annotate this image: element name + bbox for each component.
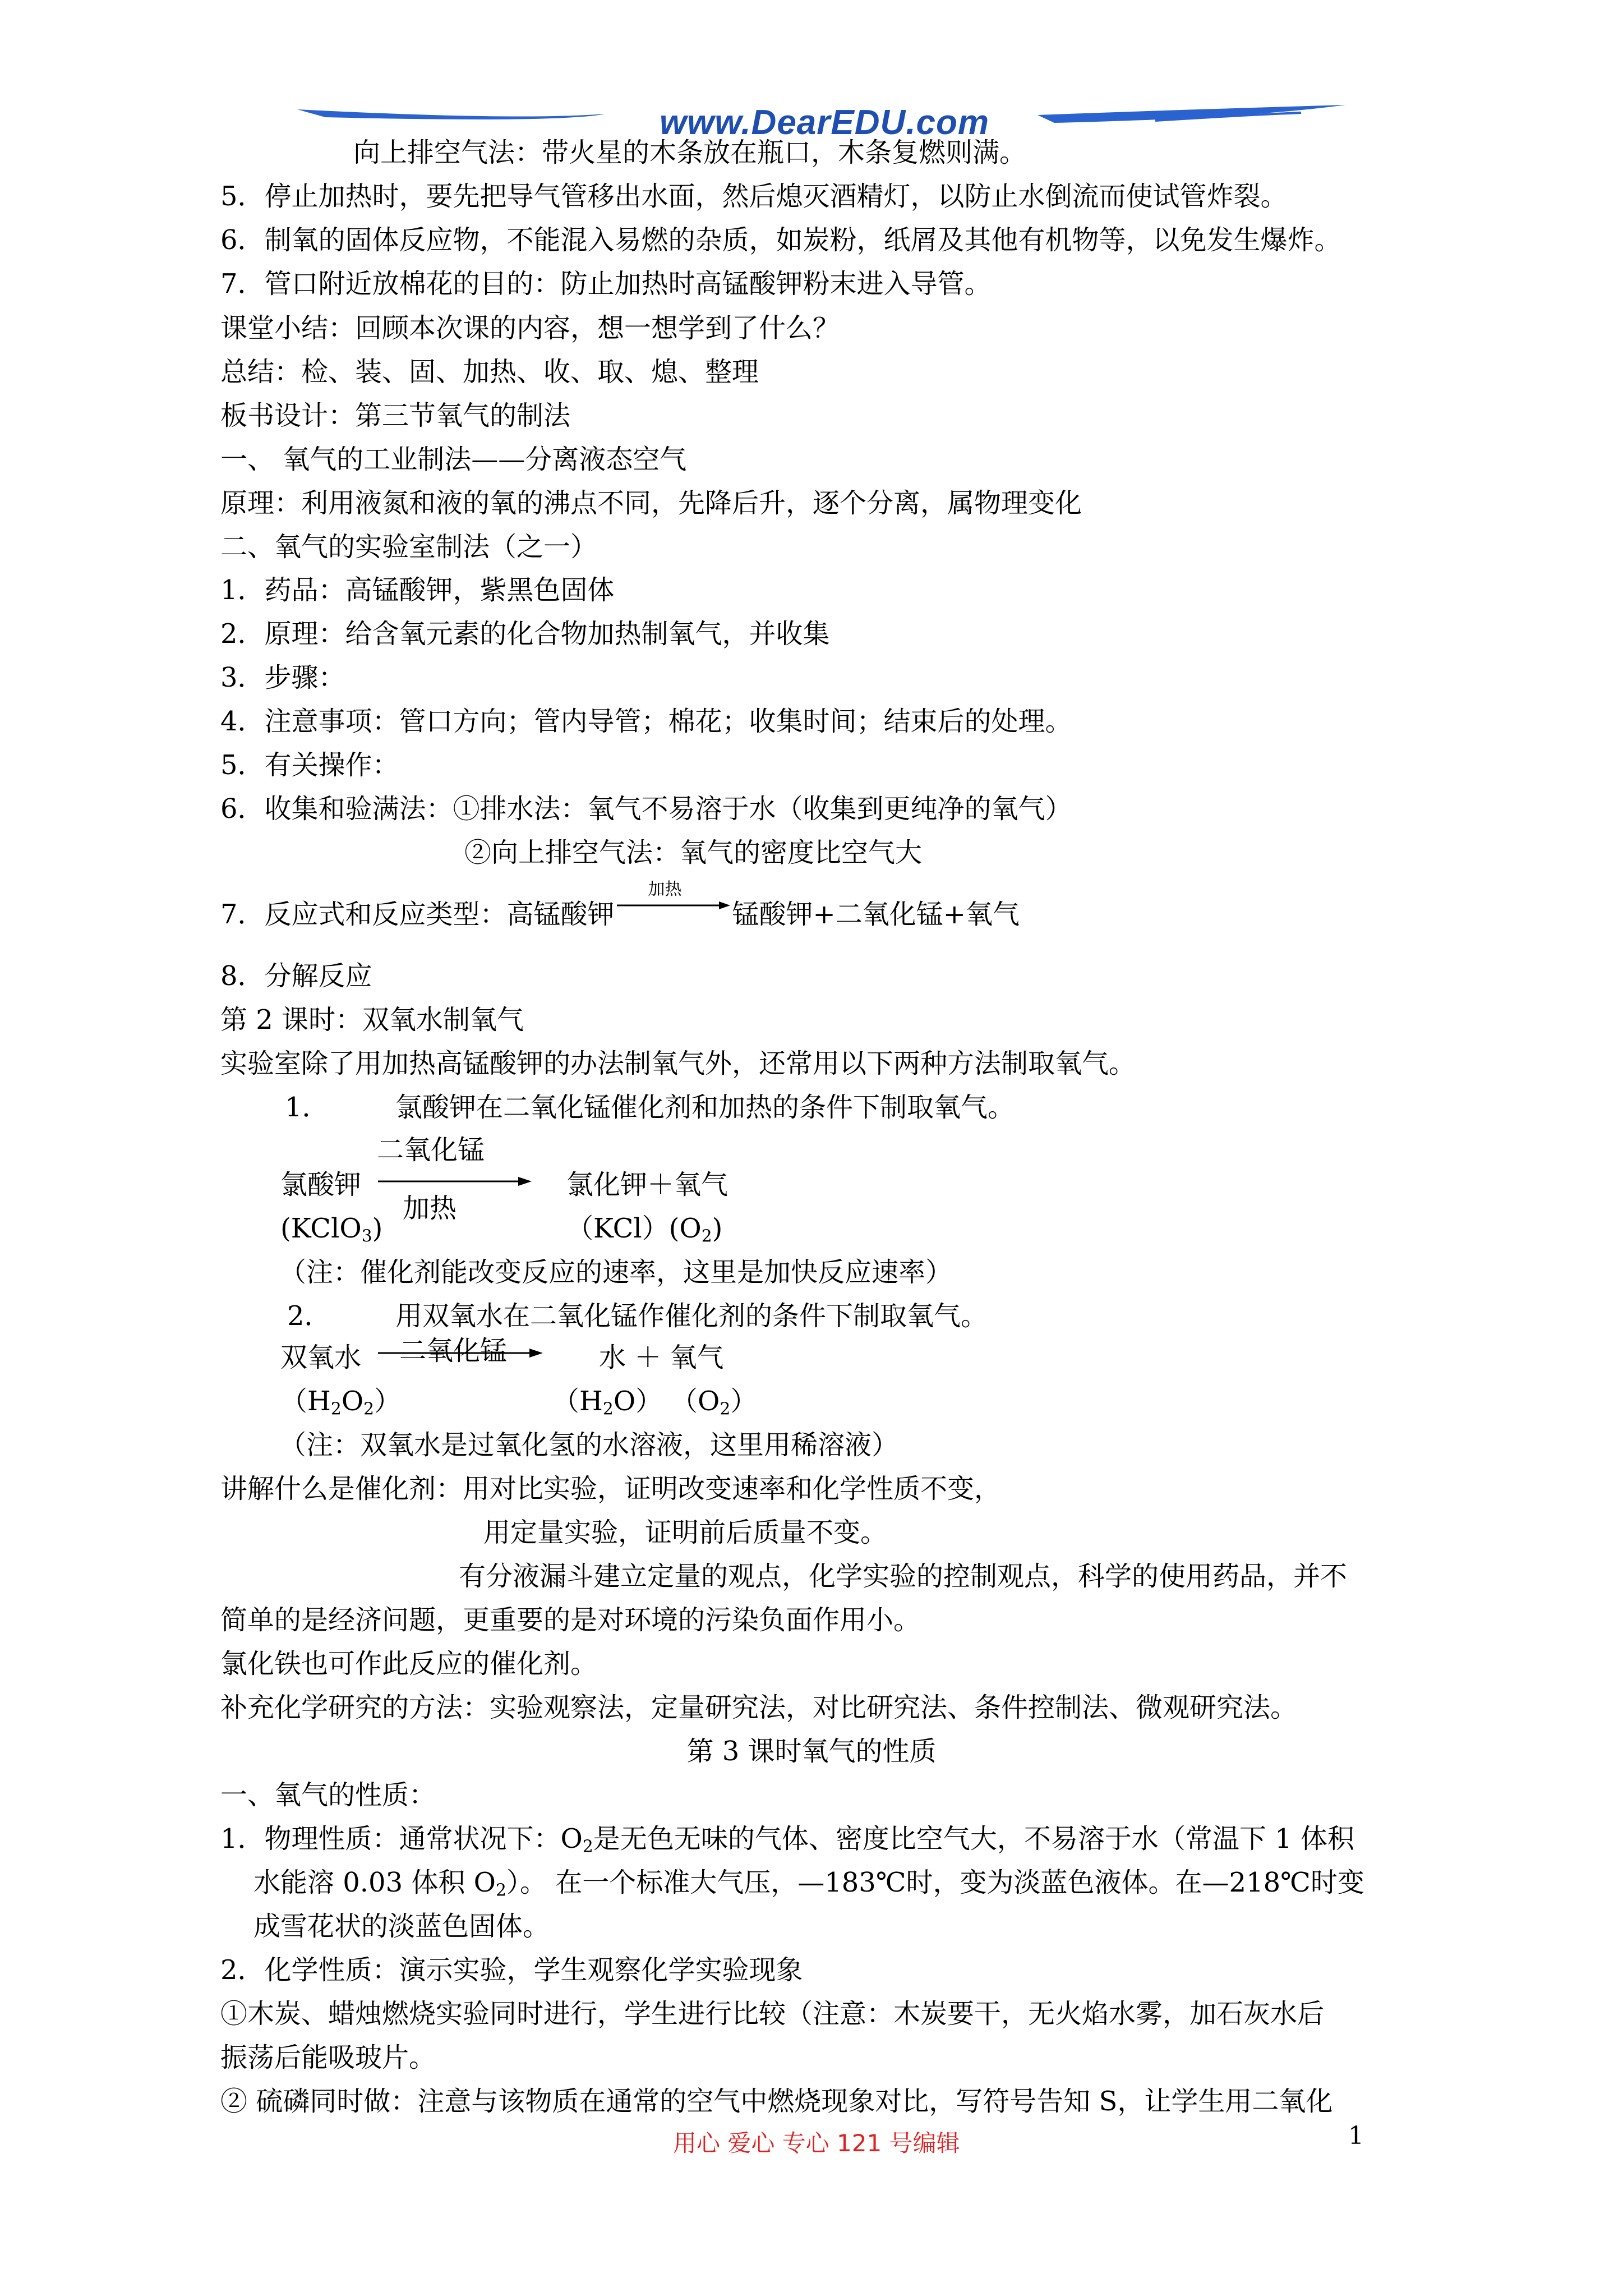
text-line: 实验室除了用加热高锰酸钾的办法制氧气外，还常用以下两种方法制取氧气。 [220, 1048, 1136, 1079]
text-line: 3．步骤： [220, 662, 345, 693]
formula-text: （H [552, 1386, 603, 1417]
formula-subscript: 2 [363, 1399, 375, 1419]
text-line: 用定量实验，证明前后质量不变。 [483, 1517, 888, 1548]
text-line: 简单的是经济问题，更重要的是对环境的污染负面作用小。 [220, 1604, 921, 1636]
formula-text: ） [374, 1386, 402, 1417]
eq2-formula-oxygen [671, 1384, 757, 1426]
note-line: （注：双氧水是过氧化氢的水溶液，这里用稀溶液） [279, 1429, 899, 1461]
eq2-catalyst: 二氧化锰 [399, 1335, 508, 1366]
arrow-condition: 加热 [648, 880, 682, 899]
text-line: 振荡后能吸玻片。 [220, 2042, 436, 2073]
formula-subscript: 2 [720, 1399, 731, 1419]
text-line: 6．制氧的固体反应物，不能混入易燃的杂质，如炭粉，纸屑及其他有机物等，以免发生爆炸。 [220, 224, 1341, 256]
formula-text: O [341, 1386, 364, 1417]
reaction-arrow [615, 880, 732, 923]
formula-text: ） [730, 1386, 758, 1417]
formula-subscript: 2 [602, 1399, 614, 1419]
eq2-formula-reactant [280, 1384, 401, 1426]
lesson-heading: 第 2 课时：双氧水制氧气 [220, 1004, 524, 1036]
text-line: 原理：利用液氮和液的氧的沸点不同，先降后升，逐个分离，属物理变化 [220, 487, 1082, 519]
arrow-right-icon [377, 1346, 545, 1360]
formula-text: (KClO [280, 1213, 362, 1244]
arrow-right-icon [615, 900, 732, 911]
text-line: ② 硫磷同时做：注意与该物质在通常的空气中燃烧现象对比，写符号告知 S，让学生用二氧化 [220, 2086, 1333, 2117]
eq1-condition: 加热 [403, 1193, 457, 1224]
formula-text: （KCl）(O [566, 1213, 702, 1244]
arrow-right-icon [377, 1175, 534, 1188]
formula-text: ) [372, 1213, 383, 1244]
formula-subscript: 2 [496, 1880, 506, 1901]
formula-text: ) [712, 1213, 723, 1244]
formula-text: （O [671, 1386, 720, 1417]
text-line: 课堂小结：回顾本次课的内容，想一想学到了什么？ [220, 312, 840, 344]
eq1-formula-reactant [280, 1212, 382, 1253]
section-heading: 一、氧气的性质： [220, 1779, 436, 1811]
text-line: 2．化学性质：演示实验，学生观察化学实验现象 [220, 1954, 803, 1986]
text-span: 是无色无味的气体、密度比空气大，不易溶于水（常温下 1 体积 [593, 1823, 1354, 1855]
text-line: 8．分解反应 [220, 960, 372, 992]
text-line [220, 1822, 1354, 1864]
eq1-reactant: 氯酸钾 [280, 1169, 362, 1200]
text-span: ）。 在一个标准大气压，—183℃时，变为淡蓝色液体。在—218℃时变 [506, 1867, 1364, 1898]
text-line: 6．收集和验满法：①排水法：氧气不易溶于水（收集到更纯净的氧气） [220, 793, 1072, 825]
text-line: 5．停止加热时，要先把导气管移出水面，然后熄灭酒精灯，以防止水倒流而使试管炸裂。 [220, 181, 1288, 212]
text-line: 氯酸钾在二氧化锰催化剂和加热的条件下制取氧气。 [395, 1092, 1015, 1123]
text-line: 成雪花状的淡蓝色固体。 [253, 1911, 550, 1942]
site-url: www.DearEDU.com [659, 103, 990, 142]
formula-text: O） [613, 1386, 663, 1417]
note-line: （注：催化剂能改变反应的速率，这里是加快反应速率） [279, 1257, 953, 1288]
text-line: 氯化铁也可作此反应的催化剂。 [220, 1648, 598, 1680]
eq2-formula-water [552, 1384, 662, 1426]
text-line: 用双氧水在二氧化锰作催化剂的条件下制取氧气。 [395, 1300, 988, 1332]
list-number: 2． [287, 1300, 331, 1332]
formula-subscript: 2 [582, 1837, 593, 1857]
text-line: 7．管口附近放棉花的目的：防止加热时高锰酸钾粉末进入导管。 [220, 268, 992, 300]
reaction-line [220, 880, 1020, 931]
text-line: 板书设计：第三节氧气的制法 [220, 400, 571, 431]
lesson-heading: 第 3 课时氧气的性质 [686, 1736, 937, 1767]
reaction-reactant: 7．反应式和反应类型：高锰酸钾 [220, 899, 615, 930]
text-line: 总结：检、装、固、加热、收、取、熄、整理 [220, 356, 759, 388]
formula-text: （H [280, 1386, 331, 1417]
list-number: 1． [285, 1092, 329, 1123]
text-line [253, 1866, 1364, 1907]
page-number: 1 [1348, 2122, 1364, 2150]
text-span: 水能溶 0.03 体积 O [253, 1867, 496, 1898]
eq2-products: 水 ＋ 氧气 [599, 1342, 724, 1373]
eq1-products: 氯化钾＋氧气 [566, 1169, 728, 1200]
text-line: 1．药品：高锰酸钾，紫黑色固体 [220, 574, 615, 606]
text-line: 补充化学研究的方法：实验观察法，定量研究法，对比研究法、条件控制法、微观研究法。 [220, 1692, 1298, 1723]
eq2-reactant: 双氧水 [280, 1342, 362, 1373]
text-line: 2．原理：给含氧元素的化合物加热制氧气，并收集 [220, 618, 830, 650]
text-line: 5．有关操作： [220, 749, 399, 781]
text-span: 1．物理性质：通常状况下：O [220, 1823, 583, 1855]
formula-subscript: 2 [330, 1399, 342, 1419]
text-line: 讲解什么是催化剂：用对比实验，证明改变速率和化学性质不变， [220, 1473, 1002, 1504]
text-line: ②向上排空气法：氧气的密度比空气大 [464, 837, 923, 868]
text-line: 4．注意事项：管口方向；管内导管；棉花；收集时间；结束后的处理。 [220, 706, 1072, 737]
text-line: 有分液漏斗建立定量的观点，化学实验的控制观点，科学的使用药品，并不 [459, 1561, 1348, 1592]
section-heading: 二、氧气的实验室制法（之一） [220, 531, 598, 563]
text-line: ①木炭、蜡烛燃烧实验同时进行，学生进行比较（注意：木炭要干，无火焰水雾，加石灰水后 [220, 1998, 1325, 2030]
eq1-catalyst: 二氧化锰 [377, 1134, 485, 1166]
formula-subscript: 3 [361, 1226, 372, 1246]
formula-subscript: 2 [701, 1226, 712, 1246]
eq1-formula-products [566, 1212, 722, 1253]
section-heading: 一、 氧气的工业制法——分离液态空气 [220, 444, 687, 475]
text-line: 向上排空气法：带火星的木条放在瓶口，木条复燃则满。 [353, 137, 1027, 168]
page-footer: 用心 爱心 专心 121 号编辑 [673, 2129, 960, 2157]
reaction-products: 锰酸钾+二氧化锰+氧气 [732, 899, 1020, 930]
